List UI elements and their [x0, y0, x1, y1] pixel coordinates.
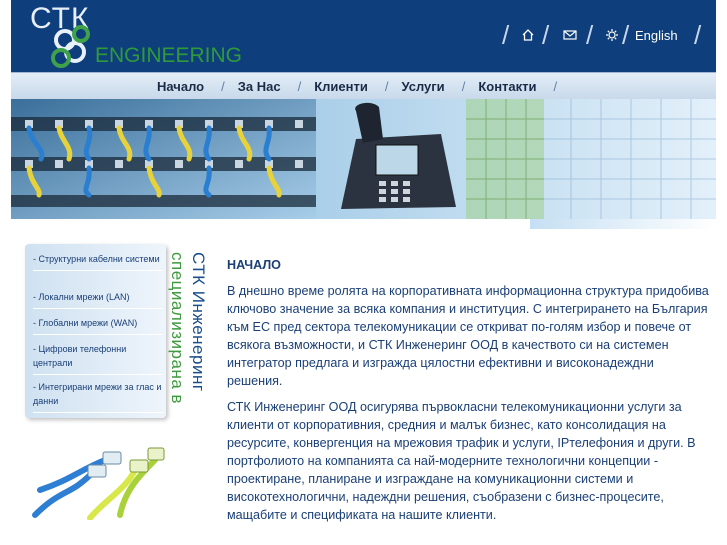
nav-services[interactable]: Услуги — [401, 79, 445, 94]
banner-bottom-strip — [530, 219, 716, 229]
site-header — [11, 0, 716, 72]
tools-divider: / — [502, 20, 510, 50]
menu-item-pbx[interactable]: - Цифрови телефонни централи — [33, 342, 163, 375]
tools-divider: / — [622, 20, 630, 50]
nav-clients[interactable]: Клиенти — [314, 79, 368, 94]
menu-item-voice-data[interactable]: - Интегрирани мрежи за глас и данни — [33, 380, 163, 413]
intro-paragraph: В днешно време ролята на корпоративната информационна структура придобива ключово значение за всяка компания и институция. С интегрирането на България към ЕС пред сектора телекомуникации се откриват по-голям избор и повече от всякога възможности, и СТК Инженеринг ООД в качеството си на системен интегратор предлага и изгражда цялостни ефективни и високонадеждни решения. — [227, 284, 709, 388]
tools-divider: / — [586, 20, 594, 50]
tools-divider: / — [694, 20, 702, 50]
home-icon[interactable] — [521, 28, 535, 42]
tagline-company: СТК Инженеринг — [189, 252, 208, 392]
tagline-specialized: специализирана в — [168, 252, 187, 405]
logo-sub-text: ENGINEERING — [95, 44, 243, 67]
network-equipment-image — [11, 99, 716, 219]
network-cables-image — [30, 420, 170, 520]
nav-about[interactable]: За Нас — [237, 79, 281, 94]
main-nav — [11, 72, 716, 100]
top-tools — [496, 20, 716, 52]
nav-separator: / — [297, 79, 302, 94]
nav-separator: / — [221, 79, 225, 94]
main-content — [227, 256, 709, 532]
nav-contacts[interactable]: Контакти — [478, 79, 537, 94]
sitemap-icon[interactable] — [605, 28, 619, 42]
language-link[interactable]: English — [635, 28, 678, 43]
menu-item-wan[interactable]: - Глобални мрежи (WAN) — [33, 316, 163, 335]
tools-divider: / — [542, 20, 550, 50]
services-paragraph: СТК Инженеринг ООД осигурява първокласни телекомуникационни услуги за клиенти от корпоративния, средния и малък бизнес, като консолидация на ресурсите, конвергенция на мрежовия трафик и услуги, IPтелефония и други. В портфолиото на компанията са най-модерните технологични концепции - проектиране, планиране и изграждане на комуникационни системи и високотехнологични, надеждни решения, съобразени с бизнес-процесите, мащабите и спецификата на нашите клиенти. — [227, 400, 696, 522]
menu-item-cabling[interactable]: - Структурни кабелни системи — [33, 252, 163, 271]
services-menu — [25, 244, 166, 418]
nav-home[interactable]: Начало — [157, 79, 205, 94]
nav-separator: / — [461, 79, 466, 94]
page-title: НАЧАЛО — [227, 258, 281, 272]
menu-item-lan[interactable]: - Локални мрежи (LAN) — [33, 290, 163, 309]
nav-separator: / — [553, 79, 558, 94]
hero-banner — [11, 99, 716, 219]
mail-icon[interactable] — [563, 28, 577, 42]
nav-separator: / — [384, 79, 389, 94]
logo-main-text: СТК — [30, 2, 90, 35]
